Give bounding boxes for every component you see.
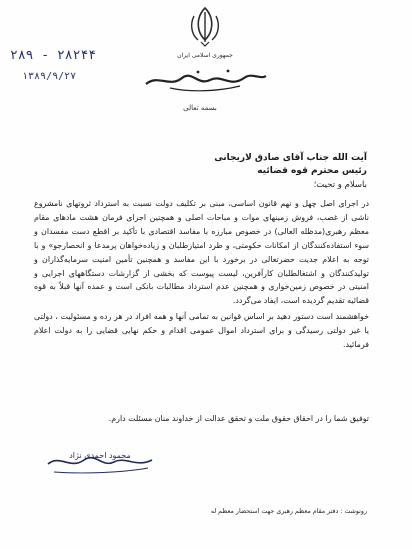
reference-date: ۱۳۸۹/۹/۲۷ <box>22 71 77 82</box>
cc-line: رونوشت : دفتر مقام معظم رهبری جهت استحضار معظم له <box>210 508 367 515</box>
recipient-name: آیت الله جناب آقای صادق لاریجانی <box>214 153 367 163</box>
reference-number: ۲۸۹ - ۲۸۲۴۴ <box>10 48 97 63</box>
greeting: باسلام و تحیت؛ <box>313 180 367 190</box>
closing-line: توفیق شما را در احقاق حقوق ملت و تحقق عدالت از خداوند منان مسئلت دارم. <box>108 414 369 423</box>
iran-emblem-icon <box>185 4 225 48</box>
signature <box>40 444 160 478</box>
letter-body <box>34 197 369 354</box>
recipient-title: رئیس محترم قوه قضائیه <box>257 166 367 176</box>
body-paragraph: خواهشمند است دستور دهید بر اساس قوانین به تمامی آنها و همه افراد در هر رده و مسئولیت ، دولتی یا غیر دولتی رسیدگی و برای استرداد اموال عمومی اقدام و حکم نهایی قضایی را به دولت اعلام فرمائید. <box>34 312 369 350</box>
basmala: بسمه تعالی <box>183 104 217 112</box>
body-paragraph: در اجرای اصل چهل و نهم قانون اساسی، مبنی بر تکلیف دولت نسبت به استرداد ثروتهای نامشروع ناشی از غصب، فروش زمینهای موات و مباحات اصلی و همچنین اجرای فرمان هشت مادهای مقام معظم رهبری(مدظله العالی) در خصوص مبارزه با مفاسد اقتصادی با تأکید بر اقطع دست مفسدان و سوء استفاده‌کنندگان از امکانات حکومتی، و طرد امتیازطلبان و زیاده‌خواهان پرمدعا و انحصارجو» و با توجه به اعلام جدیت حضرتعالی در برخورد با این مفاسد و همچنین تأمین امنیت سرمایه‌گذاران و تولیدکنندگان و اشتغالطلبان کارآفرین، لیست پیوست که بخشی از گزارشات دستگاههای اجرایی و امنیتی در خصوص زمین‌خواری و همچنین عدم استرداد مطالبات بانکی است و عمده آنها قبلاً به قوه قضائیه تقدیم گردیده است، ایفاد می‌گردد. <box>34 199 369 306</box>
header-title: جمهوری اسلامی ایران <box>177 52 233 59</box>
recipient-block <box>60 152 367 178</box>
signature-name: محمود احمدی نژاد <box>69 451 131 460</box>
president-calligraphy <box>140 66 270 94</box>
